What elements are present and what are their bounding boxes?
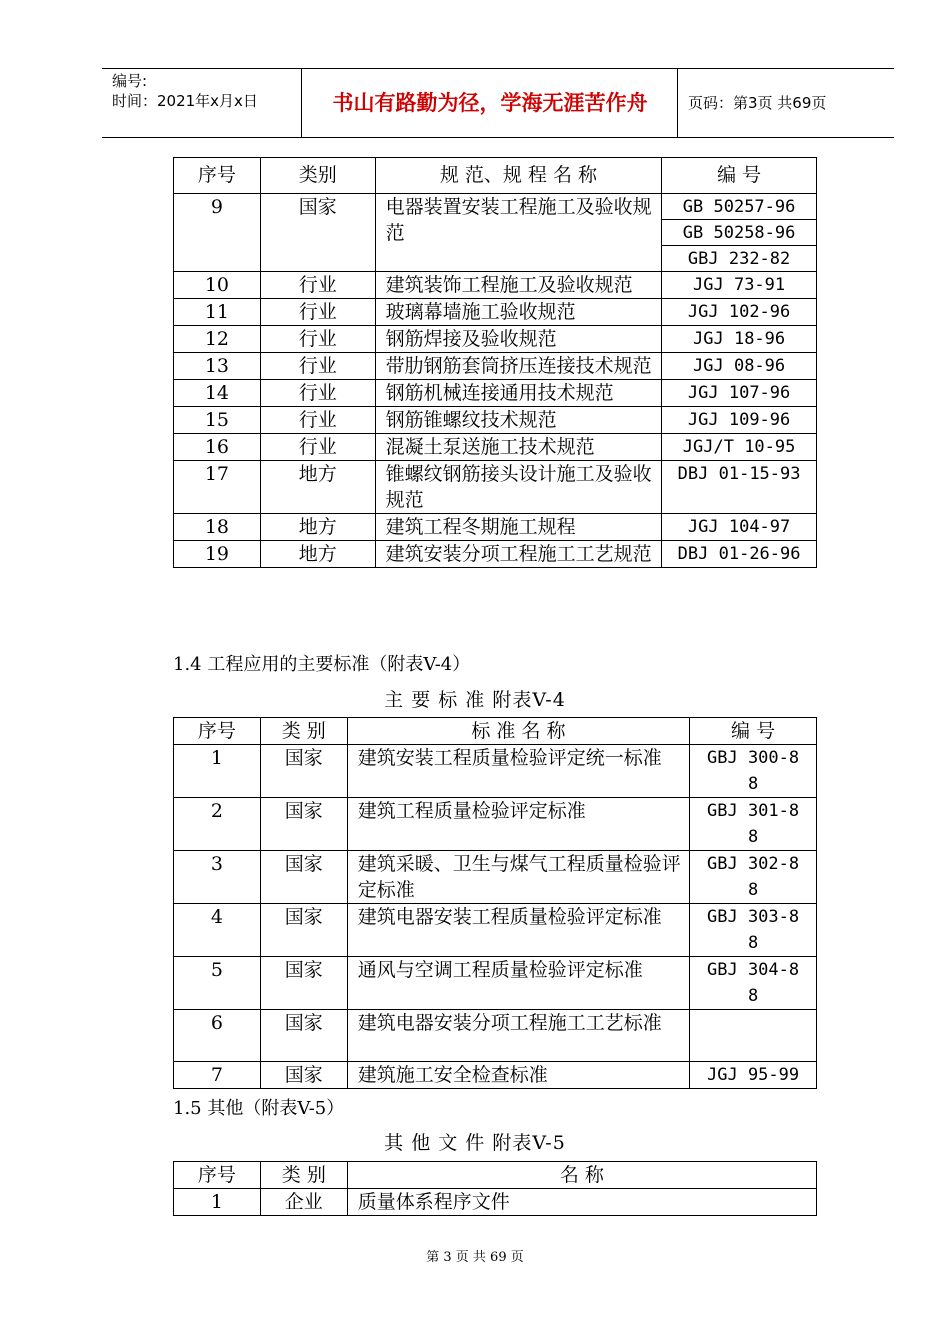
table-row	[174, 272, 817, 299]
cell-no: 6	[174, 1010, 261, 1062]
code-entry: GB 50257-96	[662, 194, 816, 220]
cell-type: 国家	[260, 957, 347, 1010]
cell-type: 地方	[260, 514, 375, 541]
time-label: 时间：2021年x月x日	[112, 92, 258, 110]
cell-type: 行业	[260, 380, 375, 407]
col-header-type: 类别	[260, 158, 375, 194]
cell-no: 9	[174, 194, 261, 272]
cell-name: 建筑装饰工程施工及验收规范	[375, 272, 662, 299]
cell-code: GBJ 300-88	[690, 745, 817, 798]
cell-code: JGJ 104-97	[662, 514, 817, 541]
table-caption-v4: 主 要 标 准 附表V-4	[384, 689, 566, 711]
cell-type: 行业	[260, 353, 375, 380]
table-row	[174, 745, 817, 798]
table-row	[174, 380, 817, 407]
cell-name: 建筑电器安装分项工程施工工艺标准	[347, 1010, 689, 1062]
number-label: 编号:	[112, 72, 148, 90]
table-row	[174, 1062, 817, 1089]
cell-code	[662, 194, 817, 272]
table-row	[174, 541, 817, 568]
table-row	[174, 851, 817, 904]
cell-type: 国家	[260, 851, 347, 904]
cell-type: 行业	[260, 407, 375, 434]
cell-no: 11	[174, 299, 261, 326]
cell-code: GBJ 303-88	[690, 904, 817, 957]
cell-no: 1	[174, 745, 261, 798]
cell-no: 18	[174, 514, 261, 541]
cell-no: 1	[174, 1189, 261, 1216]
cell-code: JGJ 102-96	[662, 299, 817, 326]
cell-type: 行业	[260, 299, 375, 326]
col-header-name: 标 准 名 称	[347, 718, 689, 745]
section-heading-1-4: 1.4 工程应用的主要标准（附表V-4）	[173, 654, 471, 675]
cell-name: 钢筋焊接及验收规范	[375, 326, 662, 353]
cell-code: JGJ/T 10-95	[662, 434, 817, 461]
table-row	[174, 798, 817, 851]
cell-name: 钢筋锥螺纹技术规范	[375, 407, 662, 434]
cell-name: 建筑安装分项工程施工工艺规范	[375, 541, 662, 568]
cell-no: 7	[174, 1062, 261, 1089]
cell-no: 16	[174, 434, 261, 461]
cell-name: 电器装置安装工程施工及验收规范	[375, 194, 662, 272]
cell-name: 建筑工程冬期施工规程	[375, 514, 662, 541]
table-header-row	[174, 158, 817, 194]
cell-name: 玻璃幕墙施工验收规范	[375, 299, 662, 326]
cell-name: 通风与空调工程质量检验评定标准	[347, 957, 689, 1010]
col-header-no: 序号	[174, 1162, 261, 1189]
cell-code: JGJ 73-91	[662, 272, 817, 299]
cell-name: 建筑工程质量检验评定标准	[347, 798, 689, 851]
cell-no: 3	[174, 851, 261, 904]
cell-code: GBJ 302-88	[690, 851, 817, 904]
table-row	[174, 1010, 817, 1062]
col-header-type: 类 别	[260, 718, 347, 745]
table-row	[174, 353, 817, 380]
cell-type: 国家	[260, 1010, 347, 1062]
page-header	[102, 68, 894, 138]
cell-code: JGJ 18-96	[662, 326, 817, 353]
code-entry: GBJ 232-82	[687, 249, 791, 269]
col-header-no: 序号	[174, 158, 261, 194]
table-row	[174, 194, 817, 272]
cell-type: 行业	[260, 434, 375, 461]
table-row	[174, 904, 817, 957]
table-row	[174, 957, 817, 1010]
table-row	[174, 407, 817, 434]
cell-type: 行业	[260, 272, 375, 299]
cell-type: 国家	[260, 745, 347, 798]
cell-name: 建筑施工安全检查标准	[347, 1062, 689, 1089]
table-row	[174, 326, 817, 353]
code-entry: GB 50258-96	[662, 220, 816, 246]
cell-name: 带肋钢筋套筒挤压连接技术规范	[375, 353, 662, 380]
cell-name: 混凝土泵送施工技术规范	[375, 434, 662, 461]
table-row	[174, 514, 817, 541]
col-header-type: 类 别	[260, 1162, 347, 1189]
standards-table-1	[173, 157, 817, 568]
cell-code: JGJ 107-96	[662, 380, 817, 407]
cell-type: 国家	[260, 904, 347, 957]
table-header-row	[174, 1162, 817, 1189]
table-row	[174, 434, 817, 461]
cell-no: 13	[174, 353, 261, 380]
section-heading-1-5: 1.5 其他（附表V-5）	[173, 1098, 345, 1119]
cell-name: 建筑采暖、卫生与煤气工程质量检验评定标准	[347, 851, 689, 904]
cell-no: 10	[174, 272, 261, 299]
cell-type: 国家	[260, 798, 347, 851]
cell-name: 锥螺纹钢筋接头设计施工及验收规范	[375, 461, 662, 514]
col-header-code: 编 号	[662, 158, 817, 194]
col-header-name: 名 称	[347, 1162, 816, 1189]
col-header-no: 序号	[174, 718, 261, 745]
cell-name: 建筑安装工程质量检验评定统一标准	[347, 745, 689, 798]
cell-no: 5	[174, 957, 261, 1010]
cell-type: 地方	[260, 461, 375, 514]
cell-name: 钢筋机械连接通用技术规范	[375, 380, 662, 407]
cell-type: 地方	[260, 541, 375, 568]
cell-code: JGJ 109-96	[662, 407, 817, 434]
col-header-code: 编 号	[690, 718, 817, 745]
table-row	[174, 1189, 817, 1216]
table-caption-v5: 其 他 文 件 附表V-5	[384, 1132, 566, 1154]
table-row	[174, 461, 817, 514]
cell-name: 质量体系程序文件	[347, 1189, 816, 1216]
cell-name: 建筑电器安装工程质量检验评定标准	[347, 904, 689, 957]
cell-type: 国家	[260, 1062, 347, 1089]
cell-code: JGJ 08-96	[662, 353, 817, 380]
cell-no: 12	[174, 326, 261, 353]
cell-no: 19	[174, 541, 261, 568]
table-header-row	[174, 718, 817, 745]
header-page-label: 页码：第3页 共69页	[688, 94, 827, 112]
cell-code: DBJ 01-26-96	[662, 541, 817, 568]
cell-type: 国家	[260, 194, 375, 272]
page-footer: 第 3 页 共 69 页	[426, 1250, 524, 1265]
cell-code	[690, 1010, 817, 1062]
cell-type: 行业	[260, 326, 375, 353]
col-header-name: 规 范、规 程 名 称	[375, 158, 662, 194]
cell-no: 2	[174, 798, 261, 851]
other-documents-table	[173, 1161, 817, 1216]
cell-no: 17	[174, 461, 261, 514]
standards-table-2	[173, 717, 817, 1089]
cell-code: GBJ 301-88	[690, 798, 817, 851]
header-motto: 书山有路勤为径，学海无涯苦作舟	[303, 69, 678, 137]
header-meta	[102, 69, 302, 137]
table-row	[174, 299, 817, 326]
cell-code: GBJ 304-88	[690, 957, 817, 1010]
cell-code: JGJ 95-99	[690, 1062, 817, 1089]
cell-no: 14	[174, 380, 261, 407]
cell-no: 4	[174, 904, 261, 957]
cell-no: 15	[174, 407, 261, 434]
cell-code: DBJ 01-15-93	[662, 461, 817, 514]
cell-type: 企业	[260, 1189, 347, 1216]
